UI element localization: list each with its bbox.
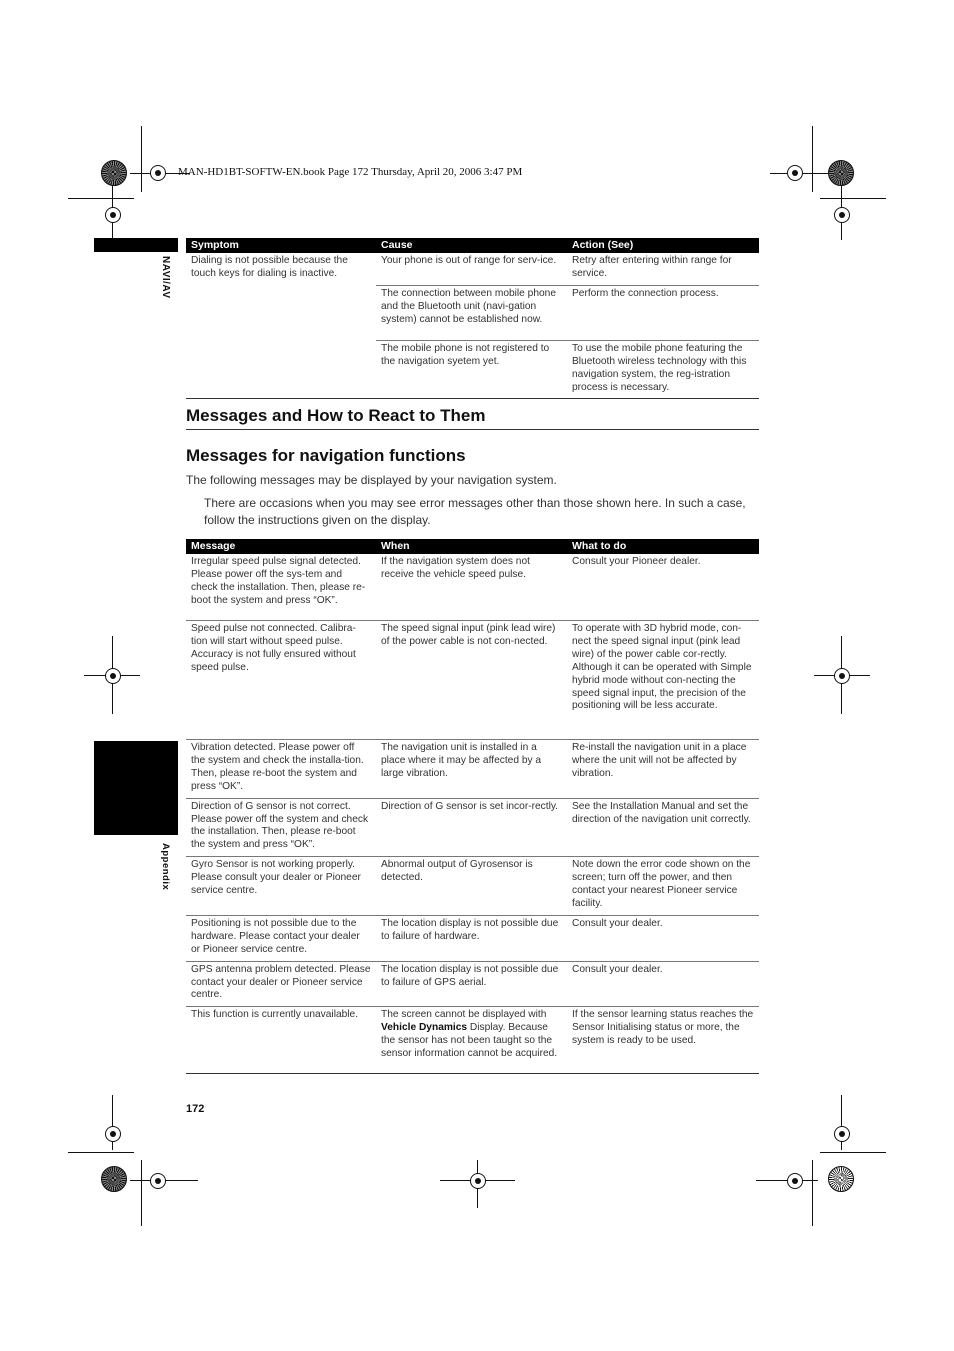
todo-text-secondary: Although it can be operated with Simple hybrid mode without con-necting the speed signal input, the precision of the positioning will be less accurate. [572,661,752,712]
when-cell: The speed signal input (pink lead wire) of the power cable is not con-nected. [376,621,567,740]
crosshair-target-icon [105,207,121,223]
crosshair-target-icon [834,1126,850,1142]
column-header-cause: Cause [376,238,567,253]
todo-cell: Consult your dealer. [567,915,759,961]
message-cell: Vibration detected. Please power off the system and check the installa-tion. Then, please re-boot the system and press “OK”. [186,740,376,799]
crosshair-target-icon [787,165,803,181]
when-text-continued: Display. Because the sensor has not been taught so the sensor information cannot be acquired. [381,1022,558,1060]
intro-paragraph: The following messages may be displayed by your navigation system. [186,473,557,487]
when-text: The screen cannot be displayed with [381,1009,547,1021]
print-header: MAN-HD1BT-SOFTW-EN.book Page 172 Thursday, April 20, 2006 3:47 PM [178,166,523,178]
table-row [186,857,759,916]
registration-rosette-icon [828,160,854,186]
crosshair-target-icon [834,207,850,223]
table-row [186,798,759,857]
section-rule [186,429,759,430]
crosshair-target-icon [150,165,166,181]
crosshair-target-icon [470,1173,486,1189]
message-cell: GPS antenna problem detected. Please contact your dealer or Pioneer service centre. [186,961,376,1007]
vehicle-dynamics-label: Vehicle Dynamics [381,1022,468,1034]
message-cell: Gyro Sensor is not working properly. Please consult your dealer or Pioneer service centre. [186,857,376,916]
action-cell: Perform the connection process. [567,285,759,340]
message-cell: Positioning is not possible due to the hardware. Please contact your dealer or Pioneer service centre. [186,915,376,961]
todo-cell: Re-install the navigation unit in a place where the unit will not be affected by vibration. [567,740,759,799]
table-row [186,1007,759,1074]
message-cell: This function is currently unavailable. [186,1007,376,1074]
action-cell: Retry after entering within range for service. [567,253,759,285]
cause-cell: The connection between mobile phone and the Bluetooth unit (navi-gation system) cannot be established now. [376,285,567,340]
message-cell: Direction of G sensor is not correct. Please power off the system and check the installation. Then, please re-boot the system and press “OK”. [186,798,376,857]
todo-cell: If the sensor learning status reaches the Sensor Initialising status or more, the system is ready to be used. [567,1007,759,1074]
section-title-messages: Messages and How to React to Them [186,406,486,425]
todo-cell [567,621,759,740]
message-cell: Irregular speed pulse signal detected. Please power off the sys-tem and check the installation. Then, please re-boot the system and press “OK”. [186,554,376,621]
crosshair-target-icon [787,1173,803,1189]
message-cell: Speed pulse not connected. Calibra-tion will start without speed pulse. Accuracy is not fully ensured without speed pulse. [186,621,376,740]
table-row [186,740,759,799]
symptom-table [186,238,759,399]
crosshair-target-icon [150,1173,166,1189]
cause-cell: Your phone is out of range for serv-ice. [376,253,567,285]
when-cell [376,1007,567,1074]
action-cell: To use the mobile phone featuring the Bluetooth wireless technology with this navigation system, the reg-istration process is necessary. [567,340,759,399]
side-tab-label-navi-av: NAVI/AV [160,256,171,299]
column-header-message: Message [186,539,376,554]
table-row [186,253,759,285]
column-header-symptom: Symptom [186,238,376,253]
when-cell: If the navigation system does not receive the vehicle speed pulse. [376,554,567,621]
page-number: 172 [186,1103,205,1115]
table-row [186,915,759,961]
registration-rosette-icon [101,160,127,186]
symptom-cell: Dialing is not possible because the touch keys for dialing is inactive. [186,253,376,399]
when-cell: The location display is not possible due to failure of hardware. [376,915,567,961]
todo-cell: Consult your Pioneer dealer. [567,554,759,621]
when-cell: The location display is not possible due to failure of GPS aerial. [376,961,567,1007]
todo-cell: Note down the error code shown on the screen; turn off the power, and then contact your nearest Pioneer service facility. [567,857,759,916]
side-tab-label-appendix: Appendix [160,843,171,891]
side-tab-marker-bottom [94,741,178,835]
registration-rosette-icon [101,1166,127,1192]
cause-cell: The mobile phone is not registered to the navigation syetem yet. [376,340,567,399]
section-title-navigation-messages: Messages for navigation functions [186,446,466,465]
todo-cell: Consult your dealer. [567,961,759,1007]
table-row [186,554,759,621]
side-tab-marker-top [94,238,178,252]
when-cell: Direction of G sensor is set incor-rectly. [376,798,567,857]
todo-text: To operate with 3D hybrid mode, con-nect the speed signal input (pink lead wire) of the power cable cor-rectly. [572,623,742,660]
column-header-action: Action (See) [567,238,759,253]
crosshair-target-icon [105,668,121,684]
messages-table [186,539,759,1074]
column-header-when: When [376,539,567,554]
when-cell: Abnormal output of Gyrosensor is detected. [376,857,567,916]
crosshair-target-icon [105,1126,121,1142]
column-header-what-to-do: What to do [567,539,759,554]
table-header-row [186,539,759,554]
note-paragraph: There are occasions when you may see error messages other than those shown here. In such a case, follow the instructions given on the display. [204,496,746,527]
when-cell: The navigation unit is installed in a place where it may be affected by a large vibration. [376,740,567,799]
table-row [186,961,759,1007]
todo-cell: See the Installation Manual and set the direction of the navigation unit correctly. [567,798,759,857]
crosshair-target-icon [834,668,850,684]
registration-rosette-icon [828,1166,854,1192]
table-header-row [186,238,759,253]
table-row [186,621,759,740]
